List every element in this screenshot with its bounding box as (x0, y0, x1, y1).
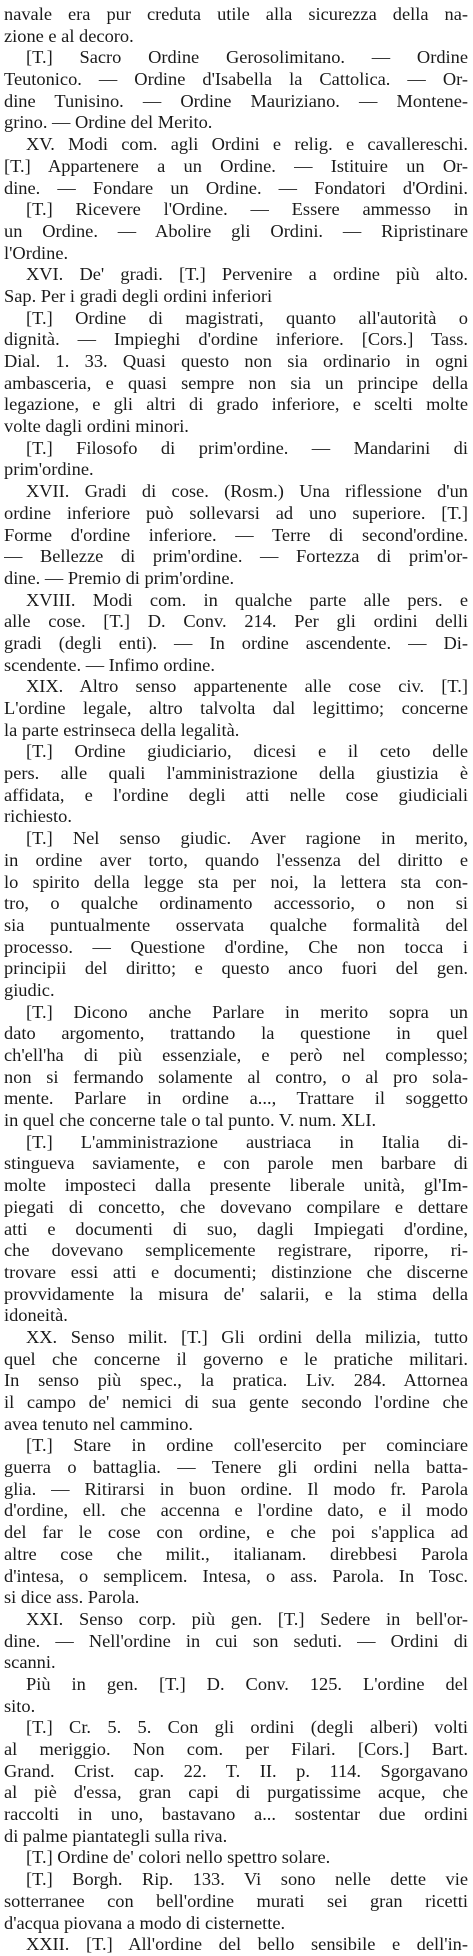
text-line: in ordine aver torto, quando l'essenza del diritto e (4, 849, 468, 870)
text-line: trovare essi atti e documenti; distinzione che discerne (4, 1261, 468, 1282)
text-line: in quel che concerne tale o tal punto. V. num. XLI. (4, 1110, 377, 1131)
text-line: la parte estrinseca della legalità. (4, 719, 240, 740)
text-line: [T.] Ordine di magistrati, quanto all'autorità o (26, 307, 468, 328)
text-line: [T.] Stare in ordine coll'esercito per cominciare (26, 1435, 468, 1456)
text-line: alle cose. [T.] D. Conv. 214. Per gli ordini delli (4, 611, 468, 632)
text-line: [T.] Ordine giudiciario, dicesi e il ceto delle (26, 741, 468, 762)
text-line: gradi (degli enti). — In ordine ascendente. — Di- (4, 632, 468, 653)
text-line: l'Ordine. (4, 242, 69, 263)
text-line: Teutonico. — Ordine d'Isabella la Cattolica. — Or- (4, 69, 468, 90)
text-line: Grand. Crist. cap. 22. T. II. p. 114. Sgorgavano (4, 1760, 468, 1781)
text-line: un Ordine. — Abolire gli Ordini. — Ripristinare (4, 220, 468, 241)
text-line: sia puntualmente osservata qualche formalità del (4, 914, 468, 935)
text-line: provvidamente la misura de' salarii, e la stima della (4, 1283, 468, 1304)
text-line: ambasceria, e quasi sempre non sia un principe della (4, 372, 468, 393)
text-line: principii del diritto; e questo anco fuori del gen. (4, 958, 468, 979)
text-line: Sap. Per i gradi degli ordini inferiori (4, 285, 273, 306)
text-line: quel che concerne il governo e le pratiche militari. (4, 1348, 468, 1369)
text-line: [T.] Filosofo di prim'ordine. — Mandarini di (26, 437, 468, 458)
text-line: [T.] Appartenere a un Ordine. — Istituire un Or- (4, 155, 468, 176)
text-line: [T.] Ricevere l'Ordine. — Essere ammesso in (26, 199, 468, 220)
text-line: ch'ell'ha di più essenziale, e però nel complesso; (4, 1045, 468, 1065)
text-line: tro, o qualche ordinamento accessorio, o non si (4, 893, 468, 914)
text-line: non si fermando solamente al contro, o al pro sola- (4, 1066, 468, 1087)
text-line: altre cose che milit., italianam. direbbesi Parola (4, 1543, 468, 1564)
text-line: al piè d'essa, gran capi di purgatissime acque, che (4, 1782, 468, 1803)
text-line: XV. Modi com. agli Ordini e relig. e cavallereschi. (26, 134, 468, 155)
text-line: volte dagli ordini minori. (4, 416, 189, 437)
text-line: scanni. (4, 1652, 56, 1673)
text-line: atti e documenti di suo, dagli Impiegati d'ordine, (4, 1218, 468, 1239)
text-line: Più in gen. [T.] D. Conv. 125. L'ordine del (26, 1673, 468, 1694)
text-line: XVII. Gradi di cose. (Rosm.) Una riflessione d'un (26, 481, 468, 502)
text-line: idoneità. (4, 1305, 68, 1326)
text-line: d'ordine, ell. che accenna e l'ordine dato, e il modo (4, 1500, 468, 1521)
text-line: processo. — Questione d'ordine, Che non tocca i (4, 936, 468, 957)
text-line: dine. — Fondare un Ordine. — Fondatori d'Ordini. (4, 177, 468, 198)
text-line: guerra o battaglia. — Tenere gli ordini nella batta- (4, 1457, 468, 1478)
text-line: XXII. [T.] All'ordine del bello sensibile e dell'in- (26, 1934, 468, 1955)
text-line: L'ordine legale, altro talvolta dal legittimo; concerne (4, 698, 468, 718)
text-line: di palme piantategli sulla riva. (4, 1825, 228, 1846)
text-line: dine Tunisino. — Ordine Mauriziano. — Montene- (4, 90, 468, 111)
text-line: navale era pur creduta utile alla sicurezza della na- (4, 4, 468, 24)
text-line: stingueva saviamente, e con parole men barbare di (4, 1153, 468, 1174)
text-line: avea tenuto nel cammino. (4, 1413, 193, 1434)
text-line: mente. Parlare in ordine a..., Trattare il soggetto (4, 1088, 468, 1109)
text-line: al meriggio. Non com. per Filari. [Cors.] Bart. (4, 1739, 468, 1759)
text-line: piegati di concetto, che dovevano compilare e dettare (4, 1196, 468, 1217)
text-line: ordine inferiore può sollevarsi ad uno superiore. [T.] (4, 502, 468, 523)
text-line: [T.] Nel senso giudic. Aver ragione in merito, (26, 828, 468, 849)
text-line: grino. — Ordine del Merito. (4, 112, 213, 133)
text-line: raccolti in uno, bastavano a... sostentar due ordini (4, 1804, 468, 1825)
text-line: molte imposteci dalla presente liberale unità, gl'Im- (4, 1175, 468, 1196)
text-line: zione e al decoro. (4, 25, 134, 46)
text-line: sito. (4, 1695, 36, 1716)
text-line: glia. — Ritirarsi in buon ordine. Il modo fr. Parola (4, 1478, 468, 1499)
text-line: XX. Senso milit. [T.] Gli ordini della milizia, tutto (26, 1326, 468, 1347)
text-line: giudic. (4, 979, 55, 1000)
text-line: richiesto. (4, 806, 72, 827)
text-line: del far le cose con ordine, e che poi s'applica ad (4, 1522, 468, 1543)
text-line: legazione, e gli altri di grado inferiore, e scelti molte (4, 394, 468, 415)
text-line: [T.] Borgh. Rip. 133. Vi sono nelle dette vie (26, 1869, 468, 1890)
text-line: XVIII. Modi com. in qualche parte alle pers. e (26, 589, 468, 610)
text-line: prim'ordine. (4, 459, 94, 480)
text-line: che dovevano semplicemente registrare, riporre, ri- (4, 1240, 468, 1261)
text-line: d'intesa, o semplicem. Intesa, o ass. Parola. In Tosc. (4, 1565, 468, 1586)
text-line: pers. alle quali l'amministrazione della giustizia è (4, 763, 468, 784)
text-line: d'acqua piovana a modo di cisternette. (4, 1912, 286, 1933)
text-line: si dice ass. Parola. (4, 1587, 140, 1608)
text-line: sotterranee con bell'ordine murati sei gran ricetti (4, 1890, 468, 1911)
text-line: dato argomento, trattando la questione in quel (4, 1023, 468, 1044)
text-line: dine. — Nell'ordine in cui son seduti. — Ordini di (4, 1630, 468, 1651)
text-line: Forme d'ordine inferiore. — Terre di second'ordine. (4, 524, 468, 545)
text-line: XIX. Altro senso appartenente alle cose civ. [T.] (26, 676, 468, 697)
text-line: — Bellezze di prim'ordine. — Fortezza di prim'or- (4, 546, 468, 567)
text-line: Dial. 1. 33. Quasi questo non sia ordinario in ogni (4, 351, 468, 371)
text-line: affidata, e l'ordine degli atti nelle cose giudiciali (4, 784, 468, 805)
text-line: lo spirito della legge sta per noi, la lettera sta con- (4, 871, 468, 892)
text-line: [T.] Cr. 5. 5. Con gli ordini (degli alberi) volti (26, 1717, 468, 1738)
text-line: [T.] Dicono anche Parlare in merito sopra un (26, 1001, 468, 1022)
text-line: dignità. — Impieghi d'ordine inferiore. [Cors.] Tass. (4, 329, 468, 350)
text-line: scendente. — Infimo ordine. (4, 654, 215, 675)
text-line: XXI. Senso corp. più gen. [T.] Sedere in bell'or- (26, 1608, 468, 1629)
text-line: il campo de' nemici di sua gente secondo l'ordine che (4, 1392, 468, 1412)
text-line: In senso più spec., la pratica. Liv. 284. Attornea (4, 1370, 468, 1391)
text-line: dine. — Premio di prim'ordine. (4, 567, 235, 588)
text-line: [T.] Sacro Ordine Gerosolimitano. — Ordine (26, 47, 468, 68)
text-line: [T.] L'amministrazione austriaca in Italia di- (26, 1131, 468, 1152)
text-line: XVI. De' gradi. [T.] Pervenire a ordine più alto. (26, 264, 468, 285)
text-line: [T.] Ordine de' colori nello spettro solare. (26, 1847, 331, 1868)
